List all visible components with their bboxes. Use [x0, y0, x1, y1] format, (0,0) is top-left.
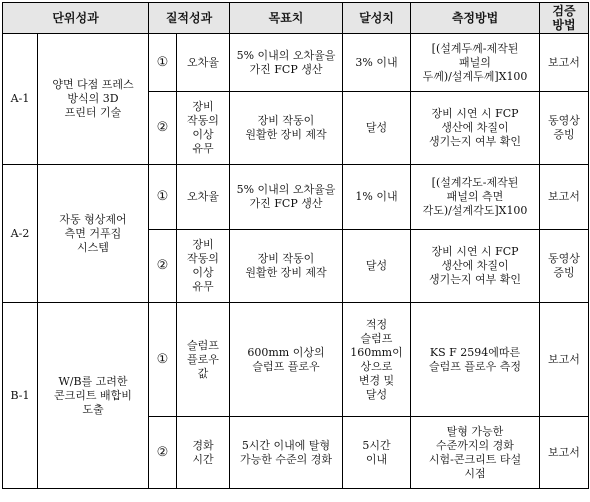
- achieved-value: 달성: [343, 230, 411, 303]
- target-value: 5% 이내의 오차율을 가진 FCP 생산: [230, 34, 343, 92]
- measurement-method: [(설계두께-제작된 패널의 두께)/설계두께]X100: [411, 34, 540, 92]
- target-value: 600mm 이상의 슬럼프 플로우: [230, 303, 343, 417]
- header-unit: 단위성과: [3, 3, 149, 34]
- header-quality: 질적성과: [149, 3, 230, 34]
- measurement-method: 탈형 가능한 수준까지의 경화 시험-콘크리트 타설 시점: [411, 417, 540, 489]
- measurement-method: [(설계각도-제작된 패널의 측면 각도)/설계각도]X100: [411, 165, 540, 230]
- item-number: ①: [149, 303, 177, 417]
- unit-name: W/B를 고려한 콘크리트 배합비 도출: [38, 303, 149, 489]
- unit-id: A-1: [3, 34, 38, 165]
- unit-id: A-2: [3, 165, 38, 303]
- item-name: 장비 작동의 이상 유무: [177, 92, 230, 165]
- item-number: ②: [149, 417, 177, 489]
- header-target: 목표치: [230, 3, 343, 34]
- target-value: 장비 작동이 원활한 장비 제작: [230, 230, 343, 303]
- verification-method: 보고서: [540, 165, 589, 230]
- achieved-value: 3% 이내: [343, 34, 411, 92]
- verification-method: 동영상 증빙: [540, 92, 589, 165]
- unit-name: 양면 다점 프레스 방식의 3D 프린터 기술: [38, 34, 149, 165]
- measurement-method: KS F 2594에따른 슬럼프 플로우 측정: [411, 303, 540, 417]
- item-name: 슬럼프 플로우 값: [177, 303, 230, 417]
- item-name: 오차율: [177, 34, 230, 92]
- item-name: 장비 작동의 이상 유무: [177, 230, 230, 303]
- item-number: ②: [149, 230, 177, 303]
- verification-method: 보고서: [540, 303, 589, 417]
- verification-method: 보고서: [540, 417, 589, 489]
- table-row: [3, 34, 589, 92]
- target-value: 5% 이내의 오차율을 가진 FCP 생산: [230, 165, 343, 230]
- header-method: 측정방법: [411, 3, 540, 34]
- item-name: 경화 시간: [177, 417, 230, 489]
- item-number: ①: [149, 34, 177, 92]
- header-row: [3, 3, 589, 34]
- achieved-value: 달성: [343, 92, 411, 165]
- target-value: 5시간 이내에 탈형 가능한 수준의 경화: [230, 417, 343, 489]
- verification-method: 동영상 증빙: [540, 230, 589, 303]
- achieved-value: 5시간 이내: [343, 417, 411, 489]
- table-row: [3, 165, 589, 230]
- verification-method: 보고서: [540, 34, 589, 92]
- header-achieve: 달성치: [343, 3, 411, 34]
- performance-table-container: [2, 2, 589, 489]
- target-value: 장비 작동이 원활한 장비 제작: [230, 92, 343, 165]
- achieved-value: 적정 슬럼프 160mm이 상으로 변경 및 달성: [343, 303, 411, 417]
- unit-name: 자동 형상제어 측면 거푸집 시스템: [38, 165, 149, 303]
- measurement-method: 장비 시연 시 FCP 생산에 차질이 생기는지 여부 확인: [411, 230, 540, 303]
- item-number: ①: [149, 165, 177, 230]
- achieved-value: 1% 이내: [343, 165, 411, 230]
- table-row: [3, 303, 589, 417]
- item-number: ②: [149, 92, 177, 165]
- item-name: 오차율: [177, 165, 230, 230]
- measurement-method: 장비 시연 시 FCP 생산에 차질이 생기는지 여부 확인: [411, 92, 540, 165]
- header-verify: 검증 방법: [540, 3, 589, 34]
- performance-table: [2, 2, 589, 489]
- unit-id: B-1: [3, 303, 38, 489]
